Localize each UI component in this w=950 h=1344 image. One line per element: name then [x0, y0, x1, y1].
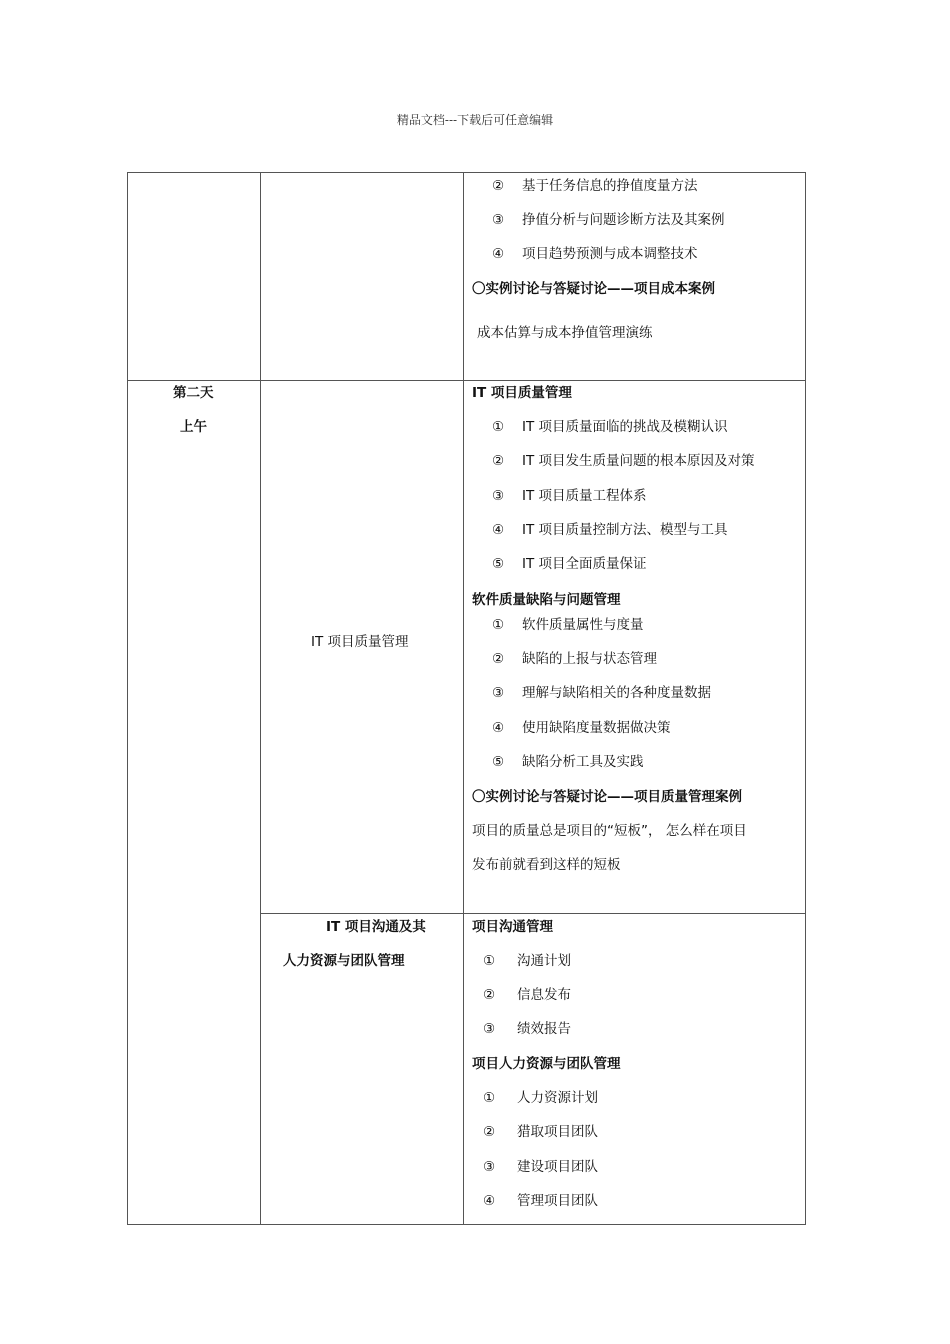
list-item: 信息发布 — [517, 987, 571, 1003]
list-item: 缺陷分析工具及实践 — [522, 754, 644, 770]
list-item: IT 项目质量面临的挑战及模糊认识 — [522, 419, 728, 435]
list-number: ③ — [492, 212, 505, 228]
module-title-quality: IT 项目质量管理 — [311, 634, 409, 650]
list-number: ② — [492, 453, 505, 469]
list-number: ③ — [492, 488, 505, 504]
list-number: ③ — [483, 1159, 496, 1175]
page-header: 精品文档---下载后可任意编辑 — [396, 113, 554, 127]
list-item: IT 项目质量控制方法、模型与工具 — [522, 522, 728, 538]
list-number: ① — [483, 1090, 496, 1106]
list-item: 沟通计划 — [517, 953, 571, 969]
module-title-comm: IT 项目沟通及其 — [326, 919, 426, 935]
list-number: ② — [483, 987, 496, 1003]
list-item: 理解与缺陷相关的各种度量数据 — [522, 685, 711, 701]
list-number: ① — [492, 419, 505, 435]
list-item: 建设项目团队 — [517, 1159, 598, 1175]
list-number: ④ — [492, 720, 505, 736]
day-label: 第二天 — [173, 385, 214, 401]
list-item: 挣值分析与问题诊断方法及其案例 — [522, 212, 725, 228]
list-item: 项目趋势预测与成本调整技术 — [522, 246, 698, 262]
list-item: 管理项目团队 — [517, 1193, 598, 1209]
case-text: 成本估算与成本挣值管理演练 — [477, 325, 653, 341]
section-title: IT 项目质量管理 — [472, 385, 572, 401]
column-divider — [463, 172, 464, 1225]
column-divider — [260, 172, 261, 1225]
list-number: ① — [483, 953, 496, 969]
case-title: 〇实例讨论与答疑讨论——项目质量管理案例 — [472, 789, 742, 805]
list-item: 缺陷的上报与状态管理 — [522, 651, 657, 667]
list-number: ② — [492, 651, 505, 667]
session-label: 上午 — [180, 419, 207, 435]
list-item: 软件质量属性与度量 — [522, 617, 644, 633]
section-title: 项目人力资源与团队管理 — [472, 1056, 621, 1072]
list-number: ② — [483, 1124, 496, 1140]
module-title-comm-2: 人力资源与团队管理 — [283, 953, 405, 969]
list-item: IT 项目全面质量保证 — [522, 556, 647, 572]
list-item: 人力资源计划 — [517, 1090, 598, 1106]
case-title: 〇实例讨论与答疑讨论——项目成本案例 — [472, 281, 715, 297]
row-divider — [260, 913, 806, 914]
list-number: ② — [492, 178, 505, 194]
case-text: 项目的质量总是项目的“短板”， 怎么样在项目 — [472, 823, 747, 839]
list-number: ④ — [483, 1193, 496, 1209]
list-item: 猎取项目团队 — [517, 1124, 598, 1140]
row-divider — [127, 380, 806, 381]
list-number: ④ — [492, 522, 505, 538]
section-title: 软件质量缺陷与问题管理 — [472, 592, 621, 608]
list-item: IT 项目质量工程体系 — [522, 488, 647, 504]
list-item: 基于任务信息的挣值度量方法 — [522, 178, 698, 194]
section-title: 项目沟通管理 — [472, 919, 553, 935]
case-text: 发布前就看到这样的短板 — [472, 857, 621, 873]
list-item: 使用缺陷度量数据做决策 — [522, 720, 671, 736]
list-item: 绩效报告 — [517, 1021, 571, 1037]
list-number: ⑤ — [492, 754, 505, 770]
list-number: ③ — [483, 1021, 496, 1037]
list-number: ④ — [492, 246, 505, 262]
list-item: IT 项目发生质量问题的根本原因及对策 — [522, 453, 755, 469]
list-number: ① — [492, 617, 505, 633]
list-number: ③ — [492, 685, 505, 701]
list-number: ⑤ — [492, 556, 505, 572]
